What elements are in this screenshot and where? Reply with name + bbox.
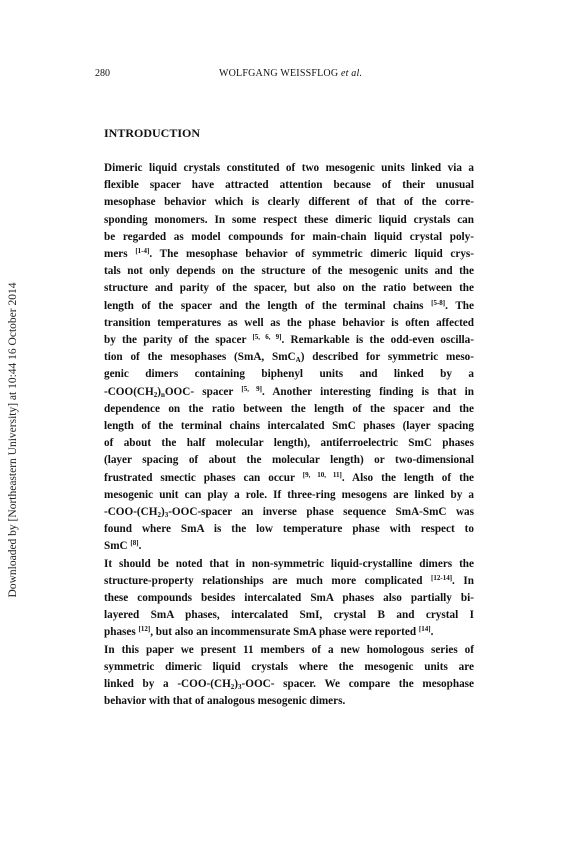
- running-head: [219, 68, 362, 79]
- download-watermark-text: Downloaded by [Northeastern University] at 10:44 16 October 2014: [7, 282, 19, 598]
- text-run: sponding monomers. In some respect these dimeric liquid crystals can: [104, 213, 474, 226]
- text-run: structure and parity of the spacer, but also on the ratio between the: [104, 282, 474, 295]
- citation-ref: [1-4]: [135, 247, 150, 256]
- text-run: .: [430, 626, 434, 639]
- text-run: ) described for symmetric meso-: [300, 351, 474, 364]
- text-run: flexible spacer have attracted attention because of their unusual: [104, 179, 474, 192]
- text-run: . The mesophase behavior of symmetric dimeric liquid crys-: [149, 248, 474, 261]
- text-run: dependence on the ratio between the length of the spacer and the: [104, 402, 474, 415]
- section-heading: INTRODUCTION: [104, 126, 201, 140]
- text-run: behavior with that of analogous mesogenic dimers.: [104, 695, 346, 708]
- text-run: -COO(CH: [104, 385, 154, 398]
- download-watermark: [6, 240, 20, 640]
- body-line: [104, 676, 474, 693]
- body-line: [104, 263, 474, 280]
- text-run: . In: [452, 574, 474, 587]
- body-line: [104, 504, 474, 521]
- text-run: layered SmA phases, intercalated SmI, crystal B and crystal I: [104, 609, 474, 622]
- text-run: structure-property relationships are much more complicated: [104, 574, 432, 587]
- body-line: [104, 573, 474, 590]
- text-run: of about the half molecular length), antiferroelectric SmC phases: [104, 437, 474, 450]
- text-run: linked by a -COO-(CH: [104, 678, 231, 691]
- body-line: [104, 384, 474, 401]
- body-line: [104, 470, 474, 487]
- body-line: [104, 246, 474, 263]
- text-run: phases: [104, 626, 139, 639]
- body-line: [104, 693, 474, 710]
- body-line: [104, 212, 474, 229]
- body-line: [104, 452, 474, 469]
- text-run: .: [138, 540, 142, 553]
- text-run: -COO-(CH: [104, 506, 158, 519]
- body-line: [104, 418, 474, 435]
- body-line: [104, 556, 474, 573]
- body-line: [104, 435, 474, 452]
- text-run: length of the terminal chains intercalated SmC phases (layer spacing: [104, 420, 474, 433]
- text-run: -OOC-spacer an inverse phase sequence SmA-SmC was: [168, 506, 474, 519]
- body-line: [104, 521, 474, 538]
- subscript: 3: [164, 511, 169, 520]
- running-head-etal: et al.: [340, 68, 363, 79]
- body-line: [104, 160, 474, 177]
- body-line: [104, 332, 474, 349]
- citation-ref: [9, 10, 11]: [302, 470, 342, 479]
- text-run: genic dimers containing biphenyl units and linked by a: [104, 368, 474, 381]
- body-line: [104, 298, 474, 315]
- citation-ref: [12]: [138, 625, 151, 634]
- text-run: It should be noted that in non-symmetric liquid-crystalline dimers the: [104, 557, 474, 570]
- subscript: A: [295, 356, 301, 365]
- body-line: [104, 229, 474, 246]
- text-run: found where SmA is the low temperature phase with respect to: [104, 523, 474, 536]
- body-line: [104, 315, 474, 332]
- text-run: -OOC- spacer. We compare the mesophase: [241, 678, 474, 691]
- text-run: length of the spacer and the length of the terminal chains: [104, 299, 432, 312]
- body-line: [104, 607, 474, 624]
- text-run: (layer spacing of about the molecular length) or two-dimensional: [104, 454, 474, 467]
- text-run: . Also the length of the: [341, 471, 475, 484]
- text-run: be regarded as model compounds for main-chain liquid crystal poly-: [104, 230, 474, 243]
- text-run: frustrated smectic phases can occur: [104, 471, 303, 484]
- citation-ref: [5-8]: [431, 298, 446, 307]
- text-run: mesogenic unit can play a role. If three-ring mesogens are linked by a: [104, 488, 474, 501]
- text-run: transition temperatures as well as the phase behavior is often affected: [104, 316, 474, 329]
- body-line: [104, 194, 474, 211]
- subscript: 3: [238, 683, 242, 692]
- text-run: symmetric dimeric liquid crystals where the mesogenic units are: [104, 660, 474, 673]
- citation-ref: [14]: [418, 625, 431, 634]
- text-run: , but also an incommensurate SmA phase were reported: [150, 626, 419, 639]
- body-line: [104, 280, 474, 297]
- text-run: mesophase behavior which is clearly different of that of the corre-: [104, 196, 474, 209]
- body-line: [104, 642, 474, 659]
- text-run: SmC: [104, 540, 131, 553]
- text-run: In this paper we present 11 members of a new homologous series of: [104, 643, 474, 656]
- body-line: [104, 659, 474, 676]
- subscript: 2: [153, 390, 158, 399]
- text-run: mers: [104, 248, 136, 261]
- text-run: these compounds besides intercalated SmA phases also partially bi-: [104, 592, 474, 605]
- text-run: Dimeric liquid crystals constituted of two mesogenic units linked via a: [104, 162, 474, 174]
- citation-ref: [5, 9]: [241, 384, 262, 393]
- text-run: tion of the mesophases (SmA, SmC: [104, 351, 296, 364]
- text-run: . Another interesting finding is that in: [261, 385, 474, 398]
- subscript: n: [160, 390, 165, 399]
- text-run: ): [160, 506, 165, 519]
- text-run: by the parity of the spacer: [104, 334, 253, 347]
- text-run: tals not only depends on the structure of the mesogenic units and the: [104, 265, 474, 278]
- body-line: [104, 366, 474, 383]
- body-line: [104, 624, 474, 641]
- body-line: [104, 538, 474, 555]
- subscript: 2: [230, 683, 235, 692]
- text-run: . Remarkable is the odd-even oscilla-: [281, 334, 474, 347]
- citation-ref: [5, 6, 9]: [252, 333, 282, 342]
- text-run: ): [157, 385, 161, 398]
- body-line: [104, 177, 474, 194]
- body-line: [104, 590, 474, 607]
- body-line: [104, 487, 474, 504]
- page-number: 280: [95, 68, 110, 79]
- citation-ref: [8]: [130, 539, 139, 548]
- body-line: [104, 349, 474, 366]
- text-run: . The: [445, 299, 474, 312]
- running-head-authors: WOLFGANG WEISSFLOG: [219, 68, 339, 79]
- subscript: 2: [157, 511, 161, 520]
- text-run: OOC- spacer: [164, 385, 242, 398]
- text-run: ): [234, 678, 239, 691]
- body-line: [104, 401, 474, 418]
- citation-ref: [12-14]: [431, 573, 453, 582]
- body-text: [104, 160, 474, 711]
